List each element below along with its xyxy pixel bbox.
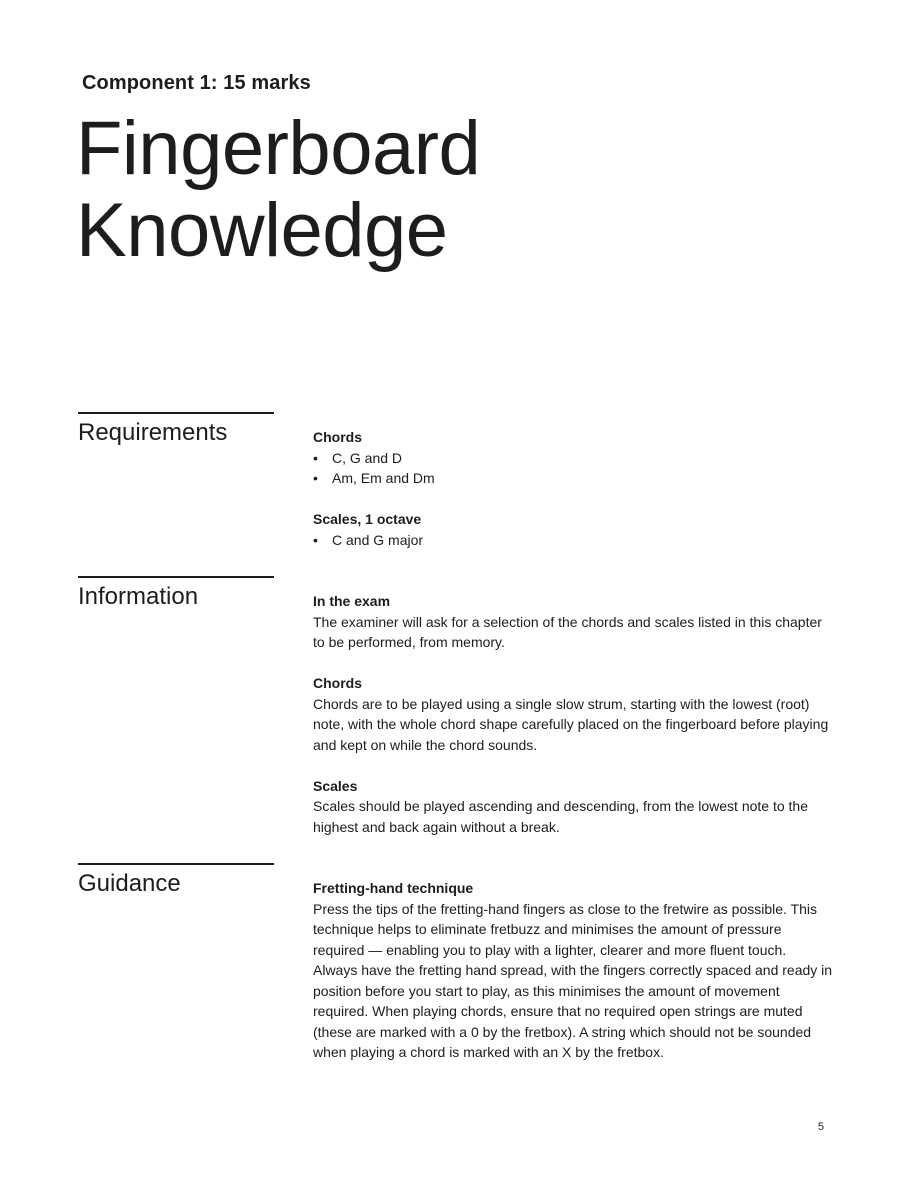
requirements-body	[313, 427, 833, 550]
information-divider	[78, 576, 274, 578]
information-body	[313, 591, 833, 837]
guidance-heading: Guidance	[78, 870, 181, 897]
information-exam-text: The examiner will ask for a selection of the chords and scales listed in this chapter to be performed, from memory.	[313, 613, 822, 650]
information-chords-text: Chords are to be played using a single slow strum, starting with the lowest (root) note, with the whole chord shape carefully placed on the fingerboard before playing and kept on while the chord sounds.	[313, 695, 829, 753]
requirements-divider	[78, 412, 274, 414]
information-heading: Information	[78, 583, 199, 610]
guidance-fretting-text: Press the tips of the fretting-hand fingers as close to the fretwire as possible. This technique helps to eliminate fretbuzz and minimises the amount of pressure required — enabling you to play with a lighter, clearer and more fluent touch. Always have the fretting hand spread, with the fingers correctly spaced and ready in position before you start to play, as this minimises the amount of movement required. When playing chords, ensure that no required open strings are muted (these are marked with a 0 by the fretbox). A string which should not be sounded when playing a chord is marked with an X by the fretbox.	[313, 900, 833, 1060]
requirements-heading: Requirements	[78, 419, 228, 446]
page-title-line-2: Knowledge	[76, 188, 448, 273]
guidance-fretting-heading: Fretting-hand technique	[313, 880, 474, 896]
bullet-icon: •	[313, 449, 318, 466]
information-scales-text: Scales should be played ascending and descending, from the lowest note to the highest and back again without a break.	[313, 798, 808, 835]
guidance-fretting-block	[313, 878, 833, 1063]
page-title-line-1: Fingerboard	[76, 106, 481, 191]
guidance-body	[313, 878, 833, 1063]
requirements-chords-list	[313, 448, 833, 489]
list-item-text: Am, Em and Dm	[332, 470, 435, 486]
list-item	[313, 468, 833, 489]
guidance-divider	[78, 863, 274, 865]
information-exam-heading: In the exam	[313, 593, 391, 609]
information-scales-block	[313, 776, 833, 838]
page-title	[76, 108, 480, 272]
component-label: Component 1: 15 marks	[82, 72, 311, 94]
list-item	[313, 448, 833, 469]
information-chords-block	[313, 673, 833, 755]
page-number: 5	[817, 1121, 824, 1133]
requirements-scales-heading: Scales, 1 octave	[313, 511, 422, 527]
information-exam-block	[313, 591, 833, 653]
bullet-icon: •	[313, 470, 318, 486]
information-scales-heading: Scales	[313, 777, 358, 794]
requirements-chords-heading: Chords	[313, 429, 362, 445]
bullet-icon: •	[313, 531, 318, 548]
list-item-text: C, G and D	[332, 449, 403, 466]
information-chords-heading: Chords	[313, 675, 362, 691]
requirements-chords-block	[313, 427, 833, 489]
requirements-scales-block	[313, 509, 833, 550]
requirements-scales-list	[313, 530, 833, 551]
list-item	[313, 530, 833, 551]
list-item-text: C and G major	[332, 531, 424, 548]
